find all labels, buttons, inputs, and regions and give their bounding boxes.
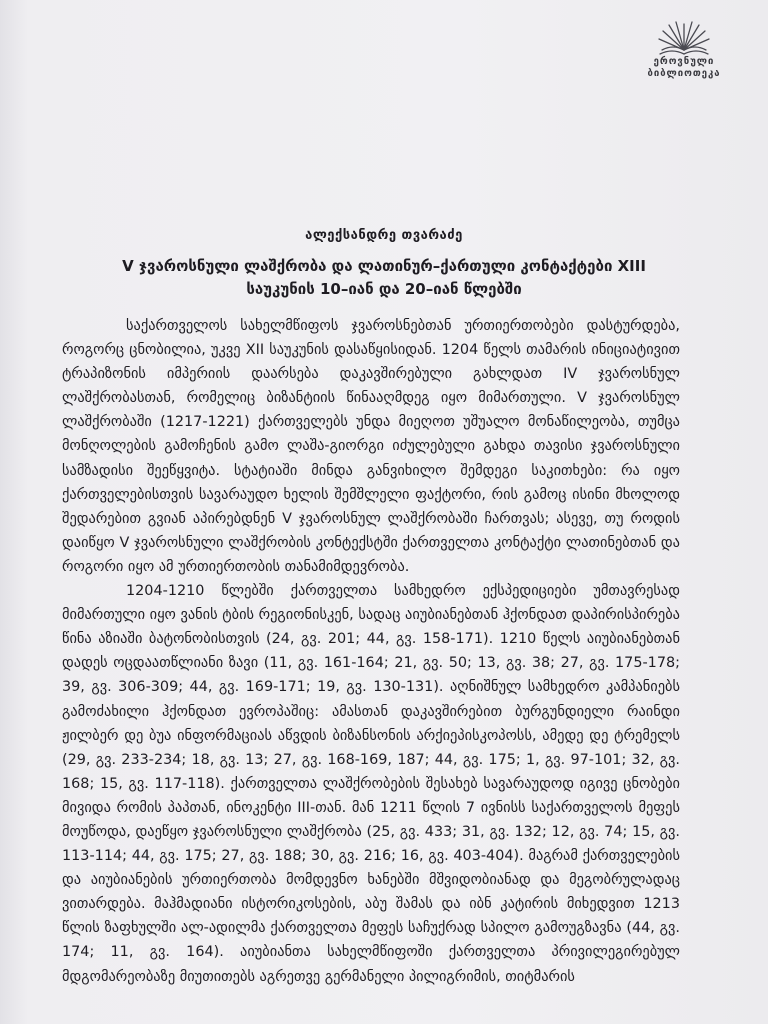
article-body (62, 314, 680, 989)
article-title (60, 255, 708, 301)
library-emblem-icon (654, 10, 714, 56)
logo-text-line2: ბიბლიოთეკა (647, 68, 721, 79)
paragraph: 1204-1210 წლებში ქართველთა სამხედრო ექსპედიციები უმთავრესად მიმართული იყო ვანის ტბის რეგიონისკენ, სადაც აიუბიანებთან ჰქონდათ დაპირისპირება წინა აზიაში ბატონობისთვის (24, გვ. 201; 44, გვ. 158-171). 1210 წელს აიუბიანებთან დადეს ოცდაათწლიანი ზავი (11, გვ. 161-164; 21, გვ. 50; 13, გვ. 38; 27, გვ. 175-178; 39, გვ. 306-309; 44, გვ. 169-171; 19, გვ. 130-131). აღნიშნულ სამხედრო კამპანიებს გამოძახილი ჰქონდათ ევროპაშიც: ამასთან დაკავშირებით ბურგუნდიელი რაინდი ჟილბერ დე ბუა ინფორმაციას აწვდის ბიზანსონის არქიეპისკოპოსს, ამედე დე ტრემელს (29, გვ. 233-234; 18, გვ. 13; 27, გვ. 168-169, 187; 44, გვ. 175; 1, გვ. 97-101; 32, გვ. 168; 15, გვ. 117-118). ქართველთა ლაშქრობების შესახებ სავარაუდოდ იგივე ცნობები მივიდა რომის პაპთან, ინოკენტი III-თან. მან 1211 წლის 7 ივნისს საქართველოს მეფეს მოუწოდა, დაეწყო ჯვაროსნული ლაშქრობა (25, გვ. 433; 31, გვ. 132; 12, გვ. 74; 15, გვ. 113-114; 44, გვ. 175; 27, გვ. 188; 30, გვ. 216; 16, გვ. 403-404). მაგრამ ქართველების და აიუბიანების ურთიერთობა მომდევნო ხანებში მშვიდობიანად და მეგობრულადაც ვითარდება. მაჰმადიანი ისტორიკოსების, აბუ შამას და იბნ კატირის მიხედვით 1213 წლის ზაფხულში ალ-ადილმა ქართველთა მეფეს საჩუქრად სპილო გამოუგზავნა (44, გვ. 174; 11, გვ. 164). აიუბიანთა სახელმწიფოში ქართველთა პრივილეგირებულ მდგომარეობაზე მიუთითებს აგრეთვე გერმანელი პილიგრიმის, თიტმარის (62, 583, 680, 985)
logo-text-line1: ეროვნული (653, 56, 715, 67)
library-logo (624, 10, 744, 88)
article-title-line2: საუკუნის 10–იან და 20–იან წლებში (246, 280, 522, 298)
article-author: ალექსანდრე თვარაძე (305, 228, 463, 243)
article-title-line1: V ჯვაროსნული ლაშქრობა და ლათინურ–ქართული კონტაქტები XIII (122, 257, 646, 275)
paragraph: საქართველოს სახელმწიფოს ჯვაროსნებთან ურთიერთობები დასტურდება, როგორც ცნობილია, უკვე XII საუკუნის დასაწყისიდან. 1204 წელს თამარის ინიციატივით ტრაპიზონის იმპერიის დაარსება დაკავშირებული გახლდათ IV ჯვაროსნულ ლაშქრობასთან, რომელიც ბიზანტიის წინააღმდეგ იყო მიმართული. V ჯვაროსნულ ლაშქრობაში (1217-1221) ქართველებს უნდა მიეღოთ უშუალო მონაწილეობა, თუმცა მონღოლების გამოჩენის გამო ლაშა-გიორგი იძულებული გახდა თავისი ჯვაროსნული სამზადისი შეეწყვიტა. სტატიაში მინდა განვიხილო შემდეგი საკითხები: რა იყო ქართველებისთვის სავარაუდო ხელის შემშლელი ფაქტორი, რის გამოც ისინი მხოლოდ შედარებით გვიან აპირებდნენ V ჯვაროსნულ ლაშქრობაში ჩართვას; ასევე, თუ როდის დაიწყო V ჯვაროსნული ლაშქრობის კონტექსტში ქართველთა კონტაქტი ლათინებთან და როგორი იყო ამ ურთიერთობის თანამიმდევრობა. (62, 318, 680, 575)
